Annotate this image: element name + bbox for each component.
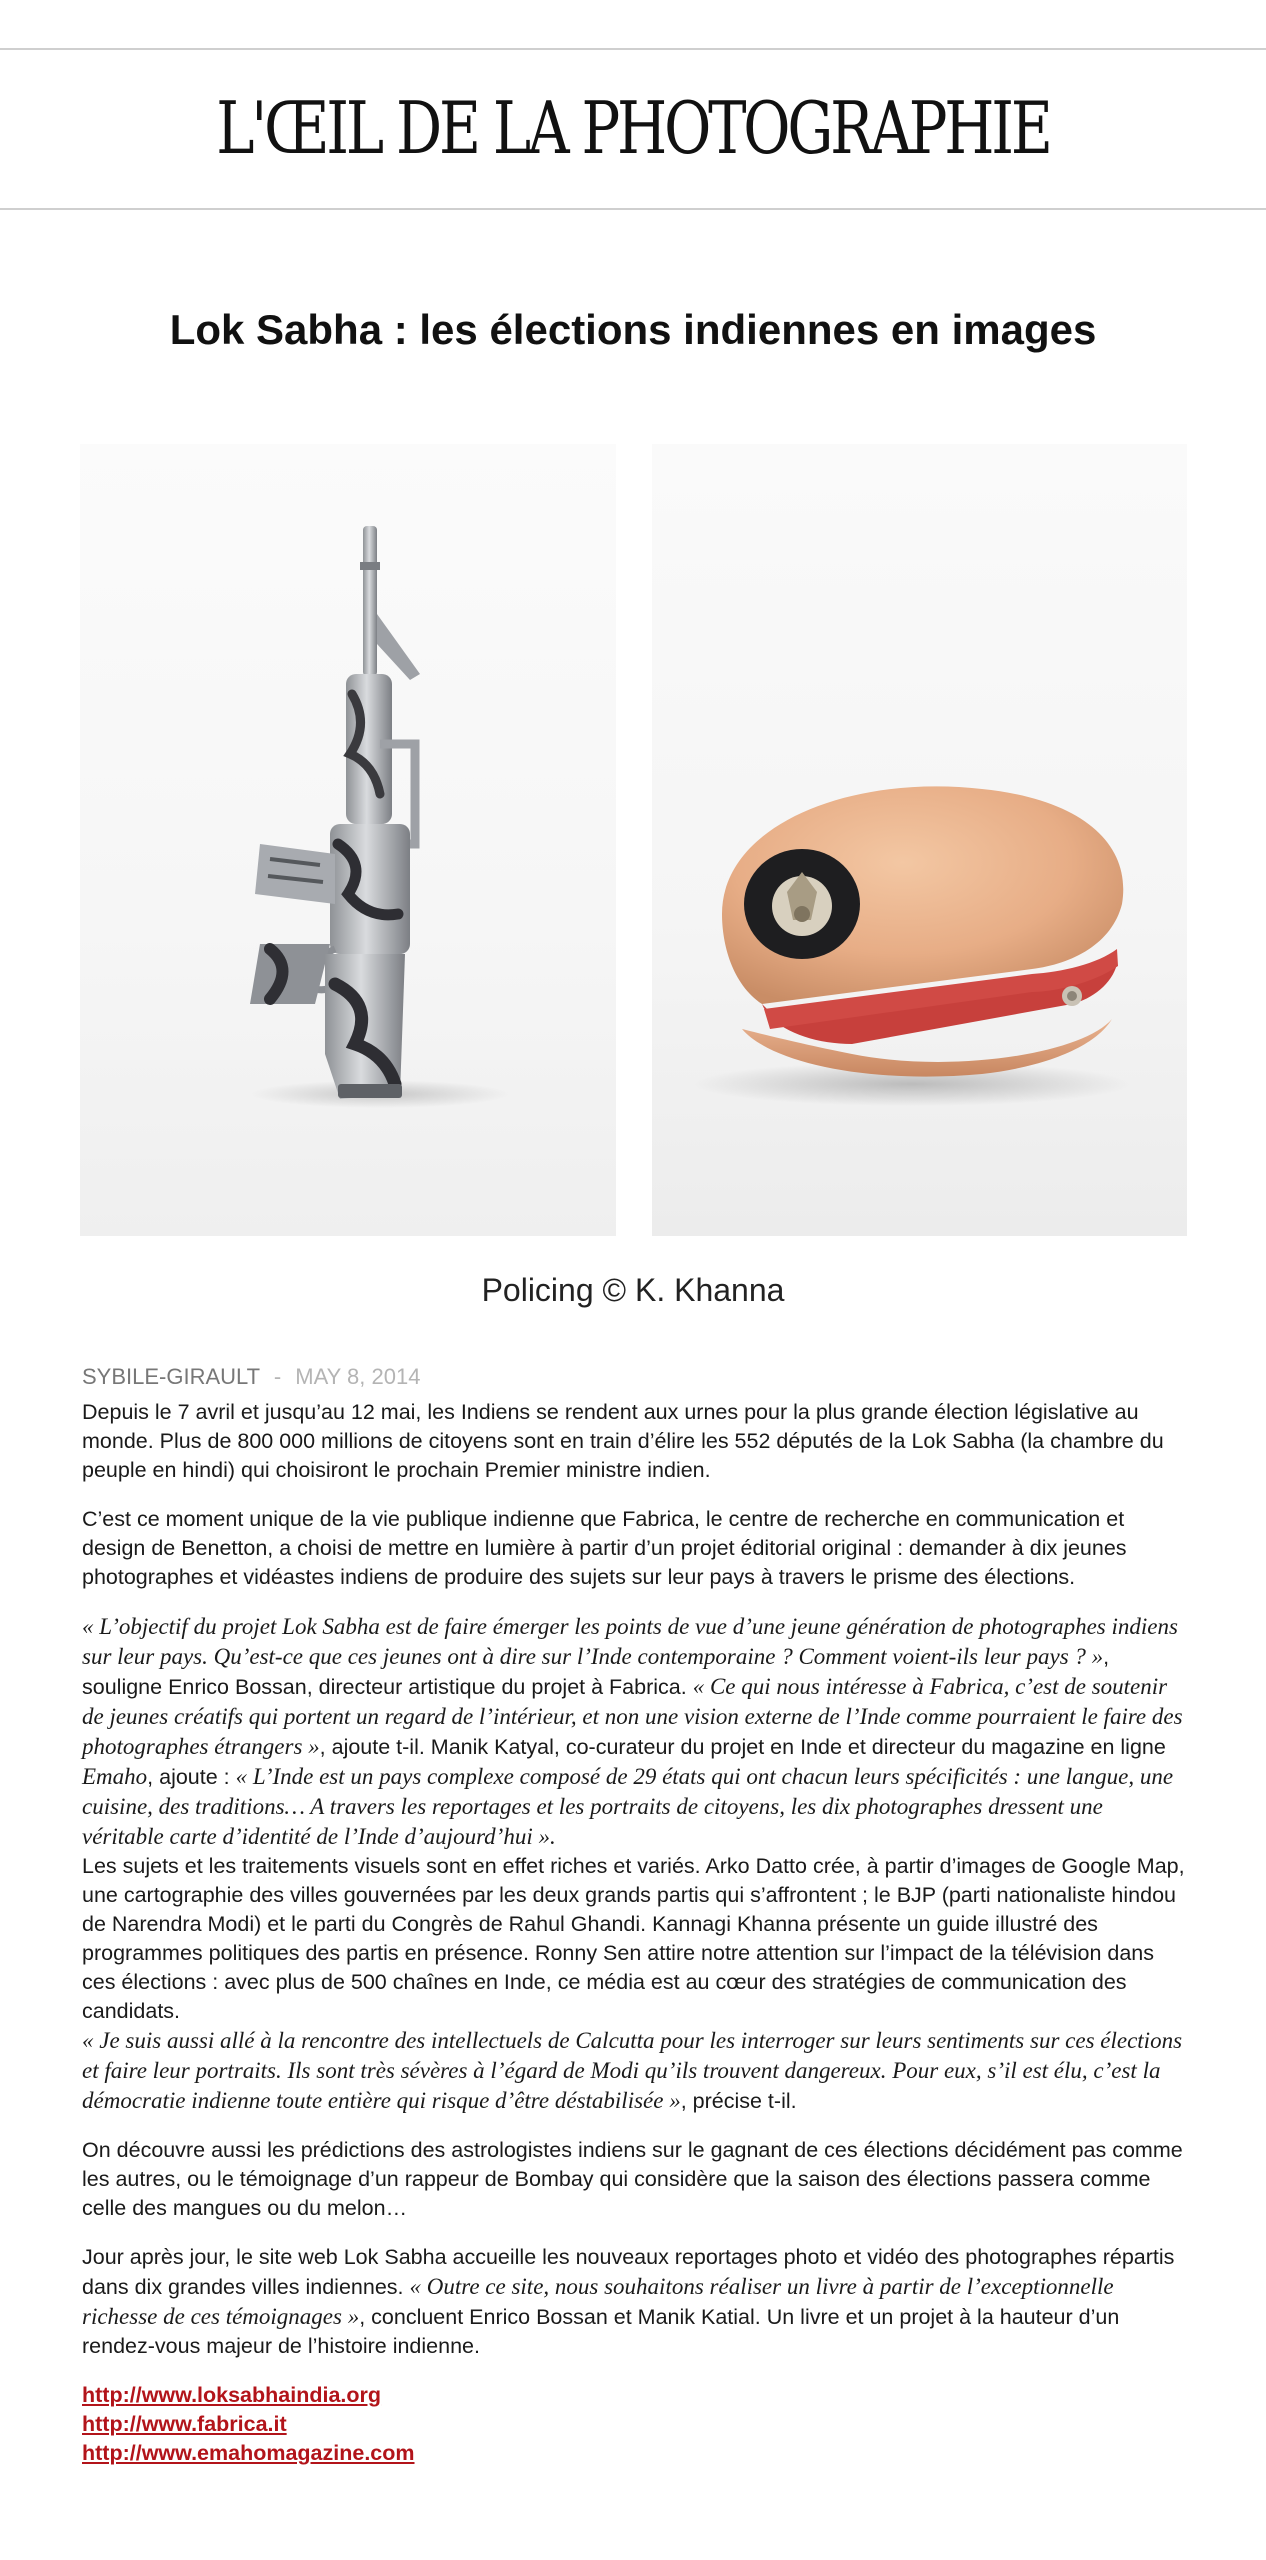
photo-rifle[interactable] [80,444,616,1236]
paragraph-5 [82,2026,1186,2116]
paragraph-3-text-3: , ajoute : [147,1765,236,1789]
paragraph-2: C’est ce moment unique de la vie publique indienne que Fabrica, le centre de recherche en communication et design de Benetton, a choisi de mettre en lumière à partir d’un projet éditorial original : demander à dix jeunes photographes et vidéastes indiens de produire des sujets sur leur pays à travers le prisme des élections. [82,1507,1127,1589]
author-link[interactable]: SYBILE-GIRAULT [82,1364,260,1389]
article-title: Lok Sabha : les élections indiennes en images [169,306,1097,353]
link-loksabhaindia[interactable]: http://www.loksabhaindia.org [82,2383,382,2407]
photo-police-cap[interactable] [652,444,1187,1236]
quote-bossan-2: « Ce qui nous intéresse à Fabrica, c’est de soutenir de jeunes créatifs qui portent un regard de l’intérieur, et non une vision externe de l’Inde comme pourraient le faire des photographes étrangers » [82,1674,1183,1759]
paragraph-5-text: , précise t-il. [680,2089,797,2113]
site-logo[interactable]: L'ŒIL DE LA PHOTOGRAPHIE [216,86,1050,170]
paragraph-3 [82,1612,1186,1852]
paragraph-4: Les sujets et les traitements visuels sont en effet riches et variés. Arko Datto crée, à partir d’images de Google Map, une cartographie des villes gouvernées par les deux grands partis qui s’affrontent ; le BJP (parti nationaliste hindou de Narendra Modi) et le parti du Congrès de Rahul Ghandi. Kannagi Khanna présente un guide illustré des programmes politiques des partis en présence. Ronny Sen attire notre attention sur l’impact de la télévision dans ces élections : avec plus de 500 chaînes en Inde, ce média est au cœur des stratégies de communication des candidats. [82,1854,1185,2023]
paragraph-1: Depuis le 7 avril et jusqu’au 12 mai, les Indiens se rendent aux urnes pour la plus grande élection législative au monde. Plus de 800 000 millions de citoyens sont en train d’élire les 552 députés de la Lok Sabha (la chambre du peuple en hindi) qui choisiront le prochain Premier ministre indien. [82,1400,1164,1482]
link-fabrica[interactable]: http://www.fabrica.it [82,2412,287,2436]
magazine-name: Emaho [82,1764,148,1789]
publish-date: MAY 8, 2014 [295,1364,421,1389]
quote-conclusion: « Outre ce site, nous souhaitons réaliser un livre à partir de l’exceptionnelle richesse de ces témoignages » [82,2274,1114,2329]
link-emahomagazine[interactable]: http://www.emahomagazine.com [82,2441,415,2465]
quote-bossan-1: « L’objectif du projet Lok Sabha est de faire émerger les points de vue d’une jeune génération de photographes indiens sur leur pays. Qu’est-ce que ces jeunes ont à dire sur l’Inde contemporaine ? Comment voient-ils leur pays ? » [82,1614,1178,1669]
byline-separator: - [273,1364,282,1389]
paragraph-7-text-1: Jour après jour, le site web Lok Sabha accueille les nouveaux reportages photo et vidéo des photographes répartis dans dix grandes villes indiennes. [82,2245,1175,2299]
police-cap-icon [652,444,1187,1236]
byline [82,1362,420,1392]
paragraph-3-text-1: , souligne Enrico Bossan, directeur artistique du projet à Fabrica. [82,1645,1110,1699]
paragraph-6: On découvre aussi les prédictions des astrologistes indiens sur le gagnant de ces élections décidément pas comme les autres, ou le témoignage d’un rappeur de Bombay qui considère que la saison des élections passera comme celle des mangues ou du melon… [82,2138,1183,2220]
external-links [82,2381,1186,2468]
paragraph-7-text-2: , concluent Enrico Bossan et Manik Katial. Un livre et un projet à la hauteur d’un rendez-vous majeur de l’histoire indienne. [82,2305,1120,2358]
paragraph-3-text-2: , ajoute t-il. Manik Katyal, co-curateur du projet en Inde et directeur du magazine en ligne [319,1735,1166,1759]
quote-katyal: « L’Inde est un pays complexe composé de 29 états qui ont chacun leurs spécificités : une langue, une cuisine, des traditions… A travers les reportages et les portraits de citoyens, les dix photographes dressent une véritable carte d’identité de l’Inde d’aujourd’hui ». [82,1764,1174,1849]
masthead [0,48,1266,210]
photo-caption: Policing © K. Khanna [481,1272,785,1308]
article-body [82,1398,1186,2468]
quote-sen: « Je suis aussi allé à la rencontre des intellectuels de Calcutta pour les interroger sur leurs sentiments sur ces élections et faire leur portraits. Ils sont très sévères à l’égard de Modi qu’ils trouvent dangereux. Pour eux, s’il est élu, c’est la démocratie indienne toute entière qui risque d’être déstabilisée » [82,2028,1183,2113]
rifle-icon [80,444,616,1236]
paragraph-7 [82,2243,1186,2361]
